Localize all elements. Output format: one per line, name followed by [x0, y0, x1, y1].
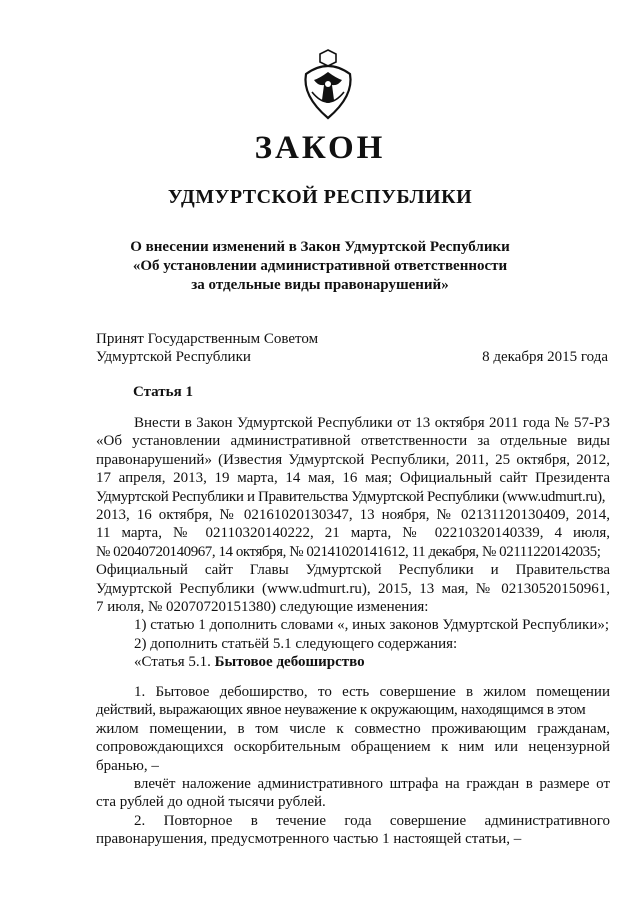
document-subtitle: УДМУРТСКОЙ РЕСПУБЛИКИ [167, 186, 473, 208]
paragraph-line: влечёт наложение административного штрафа на граждан в размере от [134, 776, 610, 793]
article-5-1-prefix: «Статья 5.1. [134, 654, 215, 671]
item-line: 2) дополнить статьёй 5.1 следующего содержания: [134, 635, 458, 652]
paragraph-line: № 02040720140967, 14 октября, № 02141020141612, 11 декабря, № 02111220142035; [96, 543, 601, 560]
paragraph-line: 11 марта, № 02110320140222, 21 марта, № 02210320140339, 4 июля, [96, 525, 610, 542]
paragraph-line: Удмуртской Республики и Правительства Удмуртской Республики (www.udmurt.ru), [96, 488, 606, 505]
emblem-icon [300, 48, 356, 120]
article-5-1-name: Бытовое дебоширство [214, 654, 365, 671]
article-title: Статья 1 [133, 384, 193, 400]
paragraph-line: 2. Повторное в течение года совершение административного [134, 812, 610, 829]
adopted-by [96, 330, 318, 366]
paragraph-line: правонарушения, предусмотренного частью 1 настоящей статьи, – [96, 831, 522, 848]
adopted-date: 8 декабря 2015 года [482, 349, 608, 365]
paragraph-line: Официальный сайт Главы Удмуртской Республики и Правительства [96, 562, 610, 579]
adopted-line: Принят Государственным Советом [96, 331, 319, 347]
document-title: ЗАКОН [254, 130, 386, 166]
heading-line: за отдельные виды правонарушений» [191, 277, 449, 293]
paragraph-line: 17 апреля, 2013, 19 марта, 14 мая, 16 мая; Официальный сайт Президента [96, 470, 610, 487]
heading-line: «Об установлении административной ответственности [132, 258, 508, 274]
law-heading [0, 238, 640, 295]
paragraph-line: правонарушений» (Известия Удмуртской Республики, 2011, 25 октября, 2012, [96, 451, 610, 468]
article-5-1-title [96, 653, 610, 671]
item-line: 1) статью 1 дополнить словами «, иных законов Удмуртской Республики»; [134, 617, 610, 634]
article-5-1-body [96, 683, 610, 849]
article-body [96, 414, 610, 672]
adopted-line: Удмуртской Республики [96, 349, 251, 365]
paragraph-line: 1. Бытовое дебоширство, то есть совершение в жилом помещении [134, 684, 610, 700]
paragraph-line: ста рублей до одной тысячи рублей. [96, 794, 326, 811]
paragraph-line: бранью, – [96, 757, 159, 774]
paragraph-line: жилом помещении, в том числе к совместно проживающим гражданам, [96, 720, 610, 737]
heading-line: О внесении изменений в Закон Удмуртской Республики [130, 239, 510, 255]
paragraph-line: «Об установлении административной ответственности за отдельные виды [96, 433, 610, 450]
paragraph-line: 7 июля, № 02070720151380) следующие изменения: [96, 599, 429, 616]
paragraph-line: действий, выражающих явное неуважение к окружающим, находящимся в этом [96, 702, 586, 719]
paragraph-line: Удмуртской Республики (www.udmurt.ru), 2015, 13 мая, № 02130520150961, [96, 580, 610, 597]
paragraph-line: Внести в Закон Удмуртской Республики от 13 октября 2011 года № 57-РЗ [134, 415, 610, 431]
paragraph-line: 2013, 16 октября, № 02161020130347, 13 ноября, № 02131120130409, 2014, [96, 507, 610, 524]
paragraph-line: сопровождающихся оскорбительным обращением к ним или нецензурной [96, 739, 610, 756]
